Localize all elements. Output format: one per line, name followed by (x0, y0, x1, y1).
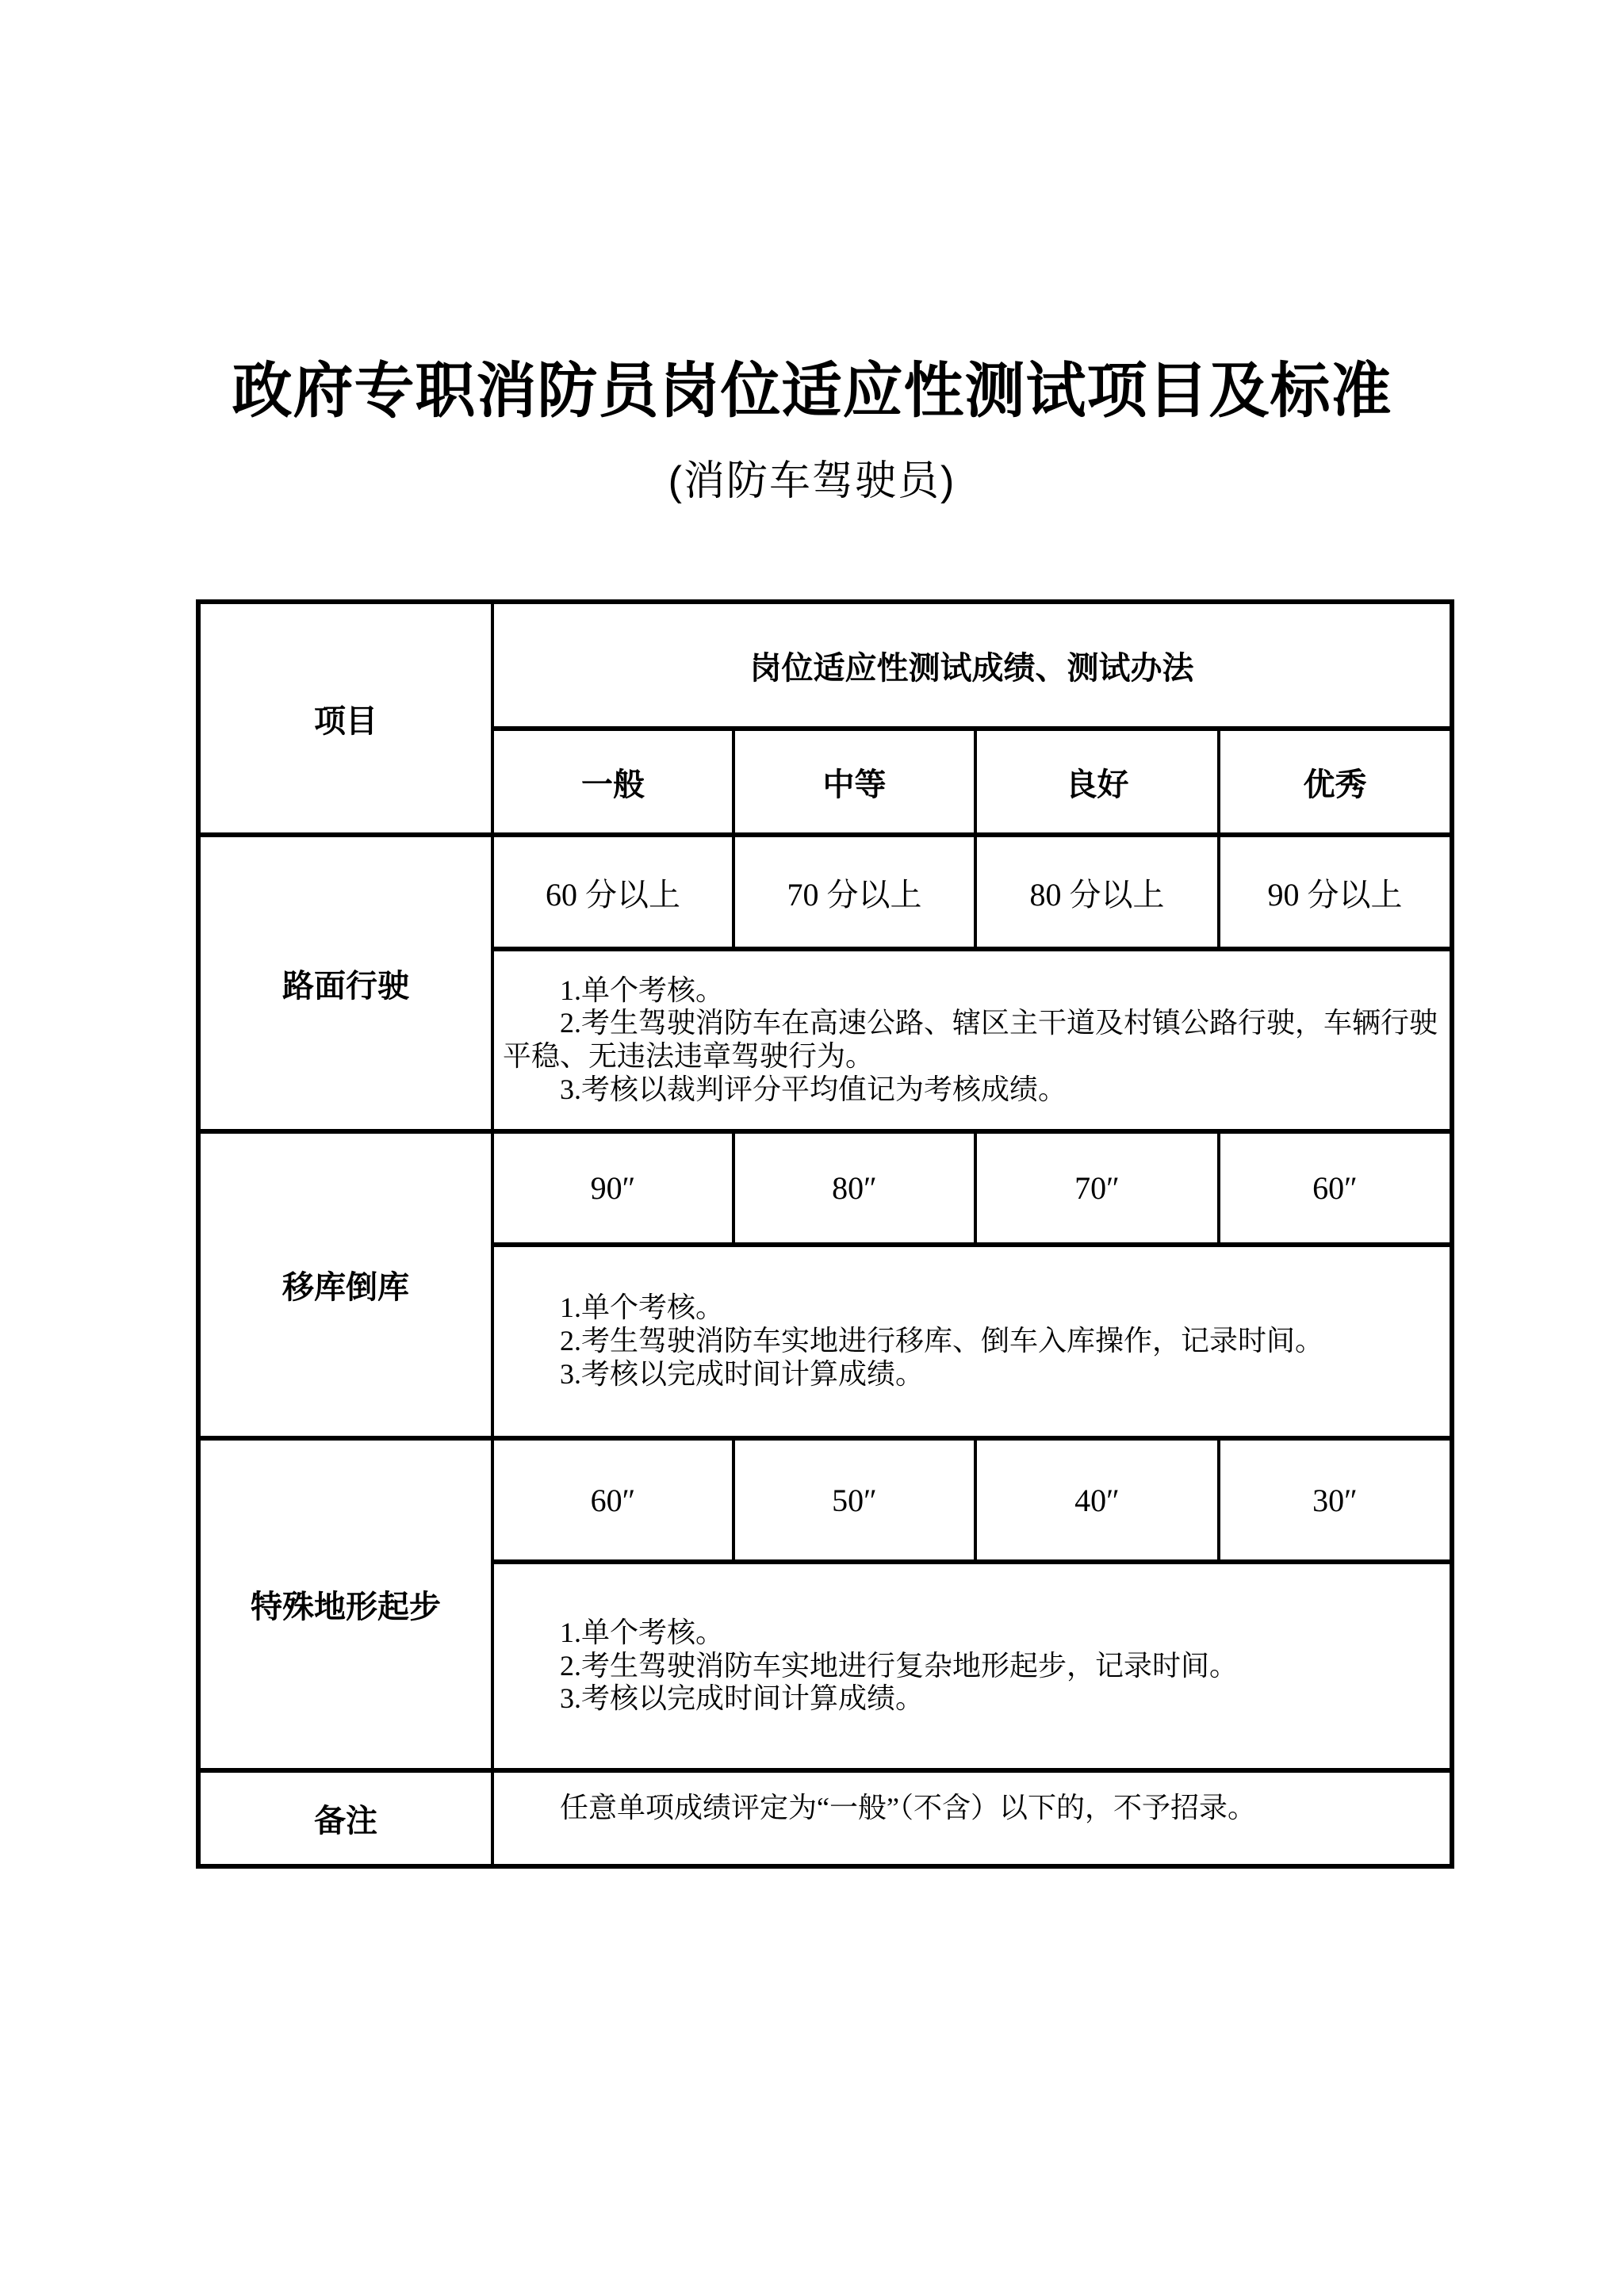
score-method-header: 岗位适应性测试成绩、测试办法 (492, 602, 1452, 729)
row-label-special-terrain-start: 特殊地形起步 (198, 1438, 492, 1770)
method-step: 1.单个考核。 (560, 974, 725, 1006)
grade-label-general: 一般 (492, 729, 733, 835)
row-label-road-driving: 路面行驶 (198, 835, 492, 1131)
score-cell: 90 分以上 (1219, 835, 1452, 949)
method-cell-special-terrain-start (492, 1562, 1452, 1770)
grade-label-excellent: 优秀 (1219, 729, 1452, 835)
score-cell: 80 分以上 (975, 835, 1219, 949)
score-cell: 60″ (492, 1438, 733, 1562)
score-cell: 80″ (733, 1131, 975, 1245)
page-subtitle: (消防车驾驶员) (668, 458, 956, 504)
score-cell: 90″ (492, 1131, 733, 1245)
remark-label: 备注 (198, 1770, 492, 1866)
method-cell-road-driving (492, 949, 1452, 1131)
method-step: 2.考生驾驶消防车在高速公路、辖区主干道及村镇公路行驶，车辆行驶平稳、无违法违章驾驶行为。 (503, 1007, 1438, 1072)
remark-text: 任意单项成绩评定为“一般”（不含）以下的，不予招录。 (560, 1792, 1256, 1824)
score-cell: 50″ (733, 1438, 975, 1562)
method-step: 2.考生驾驶消防车实地进行复杂地形起步，记录时间。 (560, 1649, 1239, 1682)
header-row-main (198, 602, 1452, 729)
method-step: 3.考核以完成时间计算成绩。 (560, 1357, 925, 1390)
grade-label-medium: 中等 (733, 729, 975, 835)
table-row (198, 835, 1452, 949)
score-cell: 70 分以上 (733, 835, 975, 949)
method-step: 2.考生驾驶消防车实地进行移库、倒车入库操作，记录时间。 (560, 1325, 1324, 1357)
table-row (198, 1131, 1452, 1245)
score-cell: 30″ (1219, 1438, 1452, 1562)
method-step: 1.单个考核。 (560, 1616, 725, 1648)
score-cell: 70″ (975, 1131, 1219, 1245)
remark-row (198, 1770, 1452, 1866)
row-label-garage-reversing: 移库倒库 (198, 1131, 492, 1438)
score-cell: 40″ (975, 1438, 1219, 1562)
method-cell-garage-reversing (492, 1245, 1452, 1438)
method-step: 3.考核以完成时间计算成绩。 (560, 1682, 925, 1715)
item-column-header: 项目 (198, 602, 492, 835)
score-cell: 60 分以上 (492, 835, 733, 949)
score-cell: 60″ (1219, 1131, 1452, 1245)
remark-cell (492, 1770, 1452, 1866)
test-standards-table (196, 599, 1454, 1869)
method-step: 1.单个考核。 (560, 1292, 725, 1324)
table-row (198, 1438, 1452, 1562)
grade-label-good: 良好 (975, 729, 1219, 835)
method-step: 3.考核以裁判评分平均值记为考核成绩。 (560, 1073, 1067, 1105)
page-title: 政府专职消防员岗位适应性测试项目及标准 (232, 358, 1392, 425)
